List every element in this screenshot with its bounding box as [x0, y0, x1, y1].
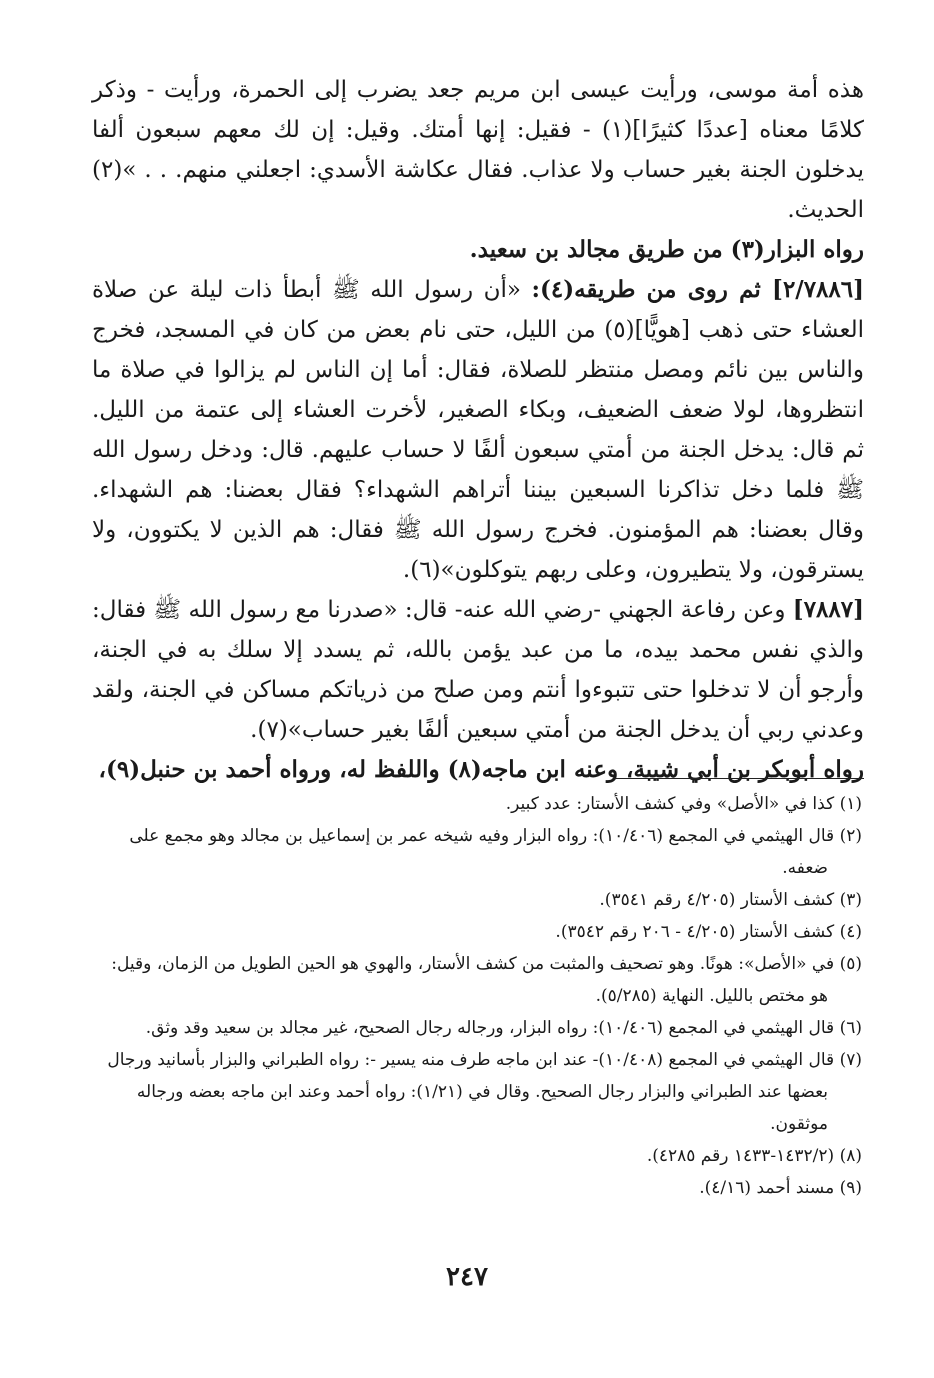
paragraph-5 [92, 750, 864, 790]
page-number: ٢٤٧ [446, 1262, 488, 1292]
paragraph-lead: رواه أبوبكر بن أبي شيبة، وعنه ابن ماجه(٨) واللفظ له، ورواه أحمد بن حنبل(٩)، [98, 756, 864, 783]
paragraph-text: هذه أمة موسى، ورأيت عيسى ابن مريم جعد يضرب إلى الحمرة، ورأيت - وذكر كلامًا معناه [عددًا كثيرًا](١) - فقيل: إنها أمتك. وقيل: إن لك معهم سبعون ألفا يدخلون الجنة بغير حساب ولا عذاب. فقال عكاشة الأسدي: اجعلني منهم. . . »(٢) الحديث. [92, 77, 865, 223]
hadith-7887 [92, 590, 864, 750]
footnote-2: (٢) قال الهيثمي في المجمع (١٠/٤٠٦): رواه البزار وفيه شيخه عمر بن إسماعيل بن مجالد وهو مجمع على ضعفه. [129, 826, 862, 878]
paragraph-lead: رواه البزار(٣) من طريق مجالد بن سعيد. [469, 236, 864, 263]
paragraph-1 [92, 70, 864, 230]
footnote-7: (٧) قال الهيثمي في المجمع (١٠/٤٠٨)- عند ابن ماجه طرف منه يسير -: رواه الطبراني والبزار بأسانيد ورجال بعضها عند الطبراني والبزار رجال الصحيح. وقال في (١/٢١): رواه أحمد وعند ابن ماجه بعضه ورجاله موثقون. [107, 1050, 862, 1134]
footnote-1: (١) كذا في «الأصل» وفي كشف الأستار: عدد كبير. [505, 794, 862, 814]
footnote-5: (٥) في «الأصل»: هونًا. وهو تصحيف والمثبت من كشف الأستار، والهوي هو الحين الطويل من الزمان، وقيل: هو مختص بالليل. النهاية (٥/٢٨٥). [111, 954, 862, 1006]
footnote-4: (٤) كشف الأستار (٤/٢٠٥ - ٢٠٦ رقم ٣٥٤٢). [555, 922, 862, 942]
hadith-number: [٢/٧٨٨٦] ثم روى من طريقه(٤): [531, 276, 864, 303]
footnotes [92, 788, 862, 1204]
footnote-8: (٨) (١٤٣٢/٢-١٤٣٣ رقم ٤٢٨٥). [646, 1146, 862, 1166]
hadith-7886 [92, 270, 864, 590]
footnote-3: (٣) كشف الأستار (٤/٢٠٥ رقم ٣٥٤١). [599, 890, 862, 910]
hadith-number: [٧٨٨٧] [792, 596, 864, 623]
main-text [92, 70, 864, 790]
footnote-9: (٩) مسند أحمد (٤/١٦). [699, 1178, 862, 1198]
paragraph-2 [92, 230, 864, 270]
footnote-separator [614, 778, 864, 779]
footnote-6: (٦) قال الهيثمي في المجمع (١٠/٤٠٦): رواه البزار، ورجاله رجال الصحيح، غير مجالد بن سعيد وقد وثق. [145, 1018, 862, 1038]
hadith-text: وعن رفاعة الجهني -رضي الله عنه- قال: «صدرنا مع رسول الله ﷺ فقال: والذي نفس محمد بيده، ما من عبد يؤمن بالله، ثم يسدد إلا سلك به في الجنة، وأرجو أن لا تدخلوا حتى تتبوءوا أنتم ومن صلح من ذرياتكم مساكن في الجنة، ولقد وعدني ربي أن يدخل الجنة من أمتي سبعين ألفًا بغير حساب»(٧). [92, 597, 864, 743]
hadith-text: «أن رسول الله ﷺ أبطأ ذات ليلة عن صلاة العشاء حتى ذهب [هويًّا](٥) من الليل، حتى نام بعض من كان في المسجد، فخرج والناس بين نائم ومصل منتظر للصلاة، فقال: أما إن الناس لم يزالوا في صلاة ما انتظروها، لولا ضعف الضعيف، وبكاء الصغير، لأخرت العشاء إلى عتمة من الليل. ثم قال: يدخل الجنة من أمتي سبعون ألفًا لا حساب عليهم. قال: ودخل رسول الله ﷺ فلما دخل تذاكرنا السبعين بيننا أتراهم الشهداء؟ فقال بعضنا: هم الشهداء. وقال بعضنا: هم المؤمنون. فخرج رسول الله ﷺ فقال: هم الذين لا يكتوون، ولا يسترقون، ولا يتطيرون، وعلى ربهم يتوكلون»(٦). [92, 277, 864, 583]
